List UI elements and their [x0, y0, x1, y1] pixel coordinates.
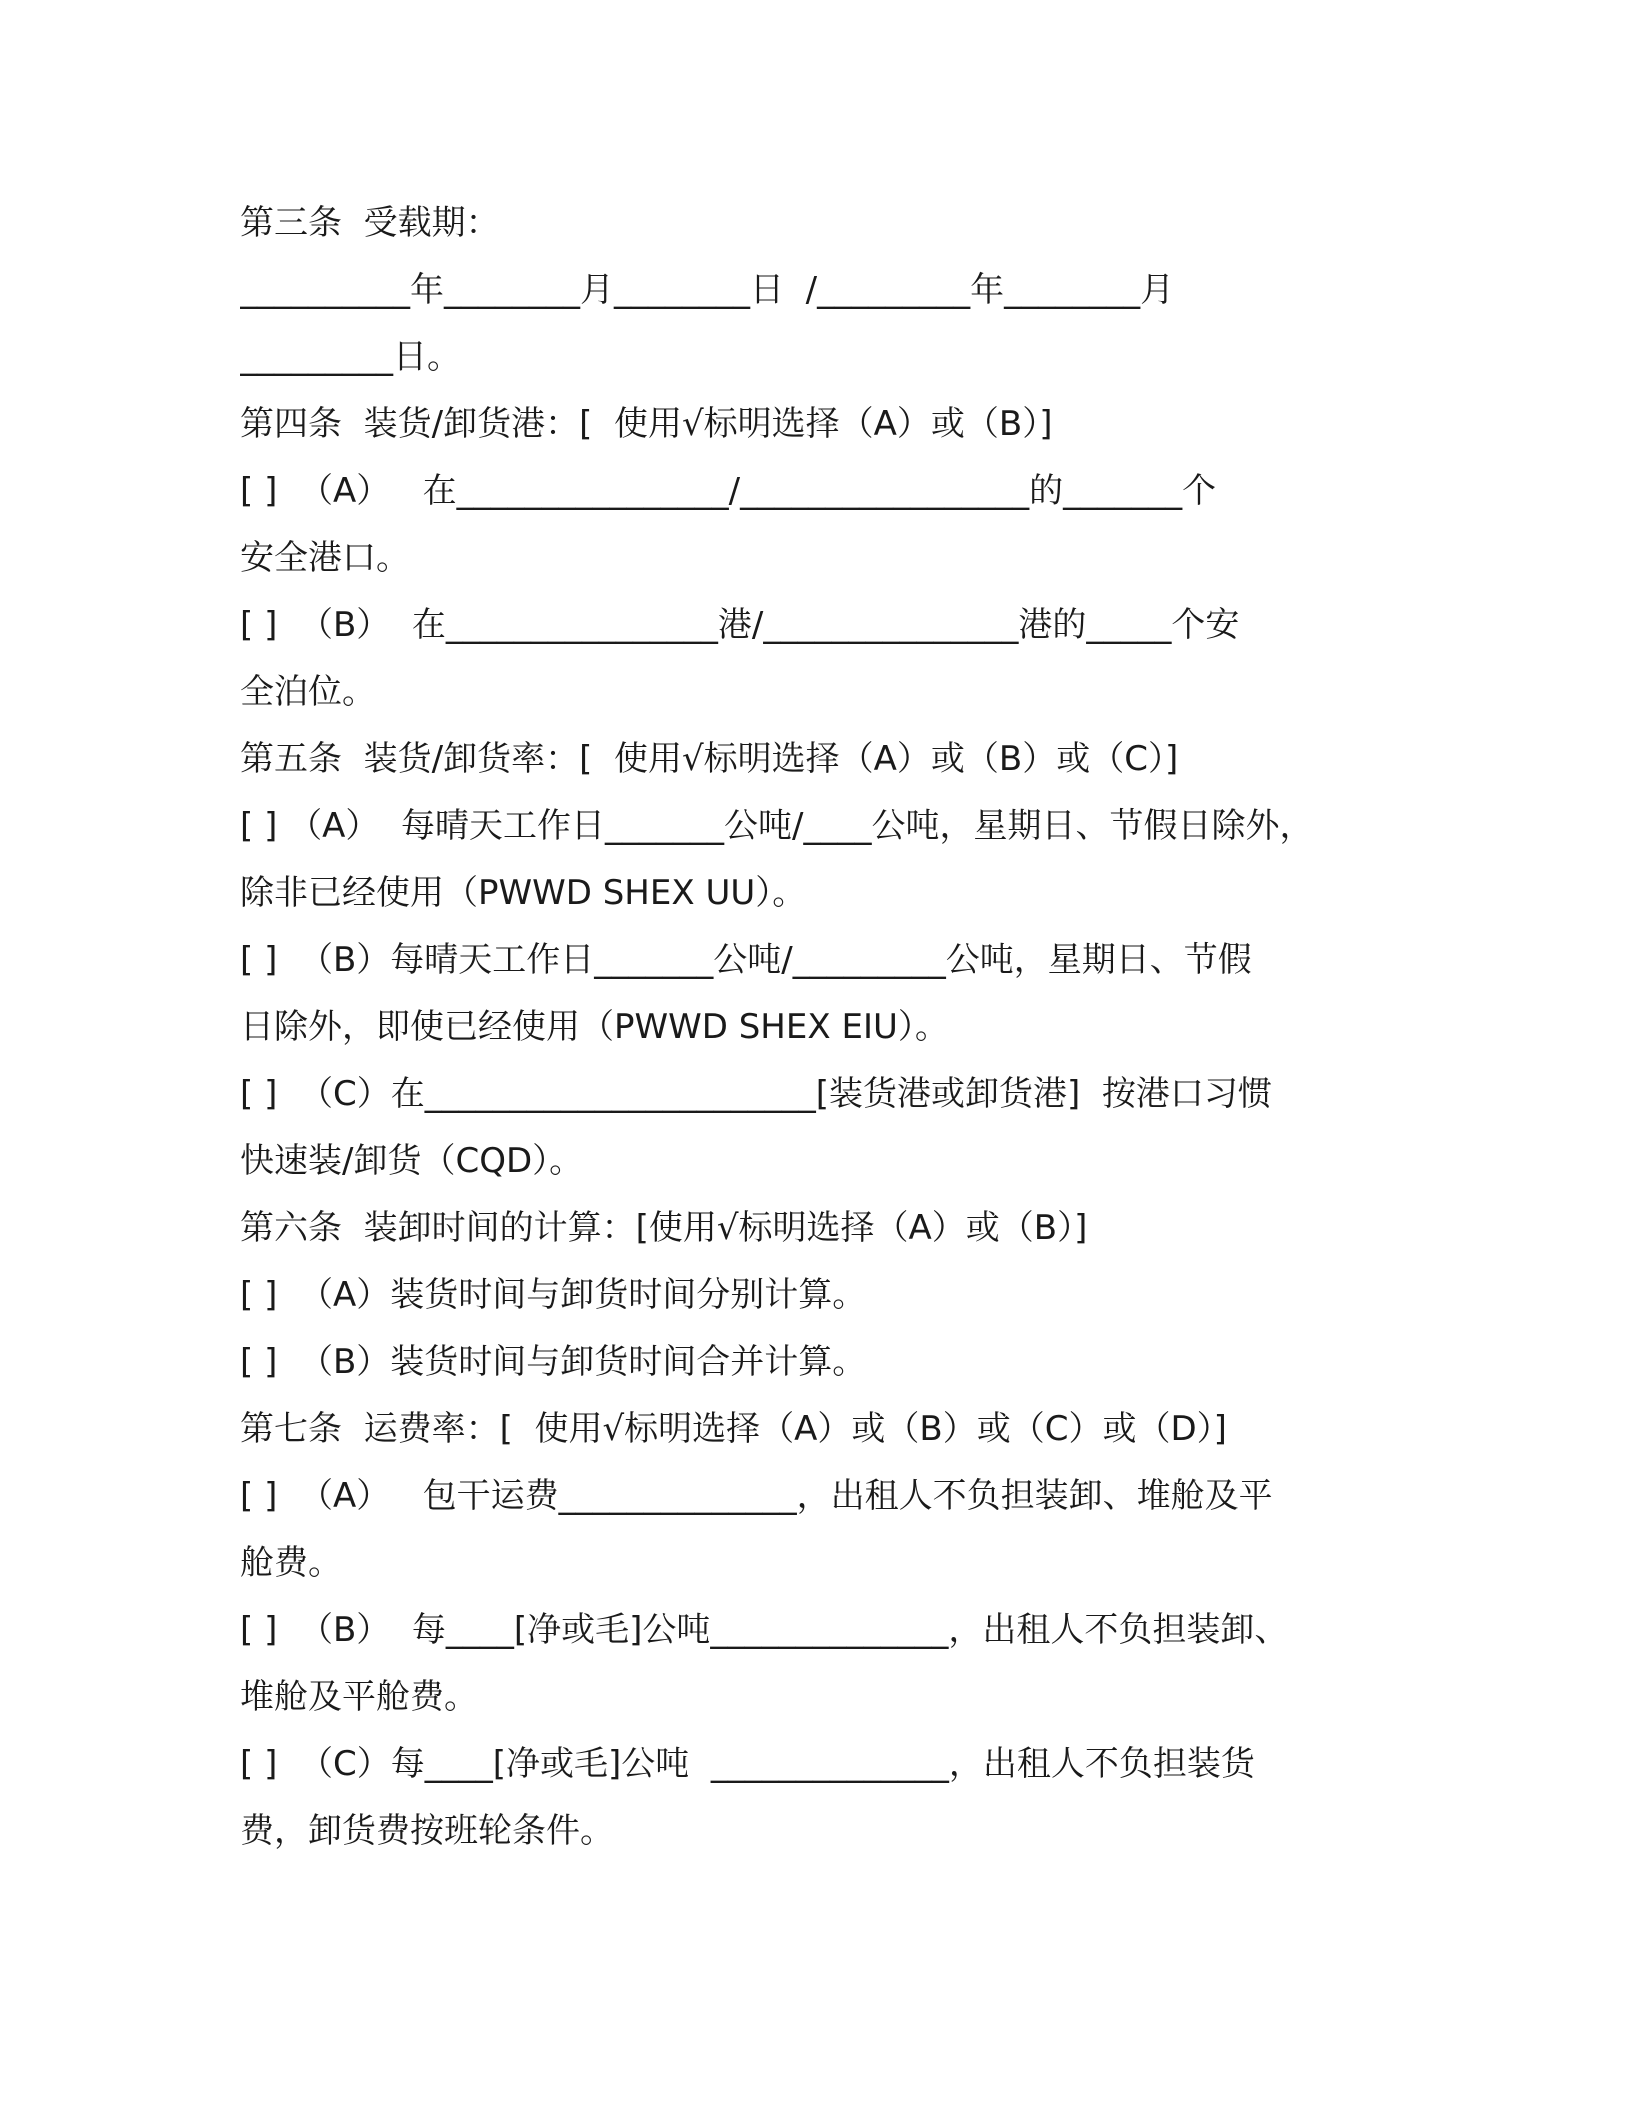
- laydays-date-range: __________年________月________日 /_________年________月: [240, 270, 1175, 310]
- laydays-date-range-end: _________日。: [240, 337, 461, 377]
- article-4-title: 第四条 装货/卸货港：[ 使用√标明选择（A）或（B）]: [240, 404, 1053, 444]
- article-7-option-a-cont: 舱费。: [240, 1543, 342, 1583]
- article-6-option-b: [ ] （B）装货时间与卸货时间合并计算。: [240, 1342, 867, 1382]
- article-7-option-c-cont: 费，卸货费按班轮条件。: [240, 1811, 614, 1851]
- article-7-option-b: [ ] （B） 每____[净或毛]公吨______________，出租人不负担装卸、: [240, 1610, 1289, 1650]
- article-4-option-b-cont: 全泊位。: [240, 672, 376, 712]
- article-5-option-a-cont: 除非已经使用（PWWD SHEX UU）。: [240, 873, 807, 913]
- article-4-option-b: [ ] （B） 在________________港/_______________港的_____个安: [240, 605, 1240, 645]
- article-6-title: 第六条 装卸时间的计算：[使用√标明选择（A）或（B）]: [240, 1208, 1088, 1248]
- article-7-option-c: [ ] （C）每____[净或毛]公吨 ______________，出租人不负担装货: [240, 1744, 1255, 1784]
- article-5-option-b-cont: 日除外，即使已经使用（PWWD SHEX EIU）。: [240, 1007, 949, 1047]
- article-5-option-b: [ ] （B）每晴天工作日_______公吨/_________公吨，星期日、节假: [240, 940, 1252, 980]
- article-5-option-a: [ ] （A） 每晴天工作日_______公吨/____公吨，星期日、节假日除外，: [240, 806, 1314, 846]
- article-5-title: 第五条 装货/卸货率：[ 使用√标明选择（A）或（B）或（C）]: [240, 739, 1179, 779]
- article-4-option-a-cont: 安全港口。: [240, 538, 410, 578]
- article-5-option-c: [ ] （C）在_______________________[装货港或卸货港] 按港口习惯: [240, 1074, 1272, 1114]
- article-7-title: 第七条 运费率：[ 使用√标明选择（A）或（B）或（C）或（D）]: [240, 1409, 1227, 1449]
- article-7-option-a: [ ] （A） 包干运费______________，出租人不负担装卸、堆舱及平: [240, 1476, 1273, 1516]
- article-6-option-a: [ ] （A）装货时间与卸货时间分别计算。: [240, 1275, 867, 1315]
- article-7-option-b-cont: 堆舱及平舱费。: [240, 1677, 478, 1717]
- article-3-title: 第三条 受载期：: [240, 203, 500, 243]
- article-5-option-c-cont: 快速装/卸货（CQD）。: [240, 1141, 584, 1181]
- document-page: [240, 190, 1400, 1865]
- article-4-option-a: [ ] （A） 在________________/_________________的_______个: [240, 471, 1217, 511]
